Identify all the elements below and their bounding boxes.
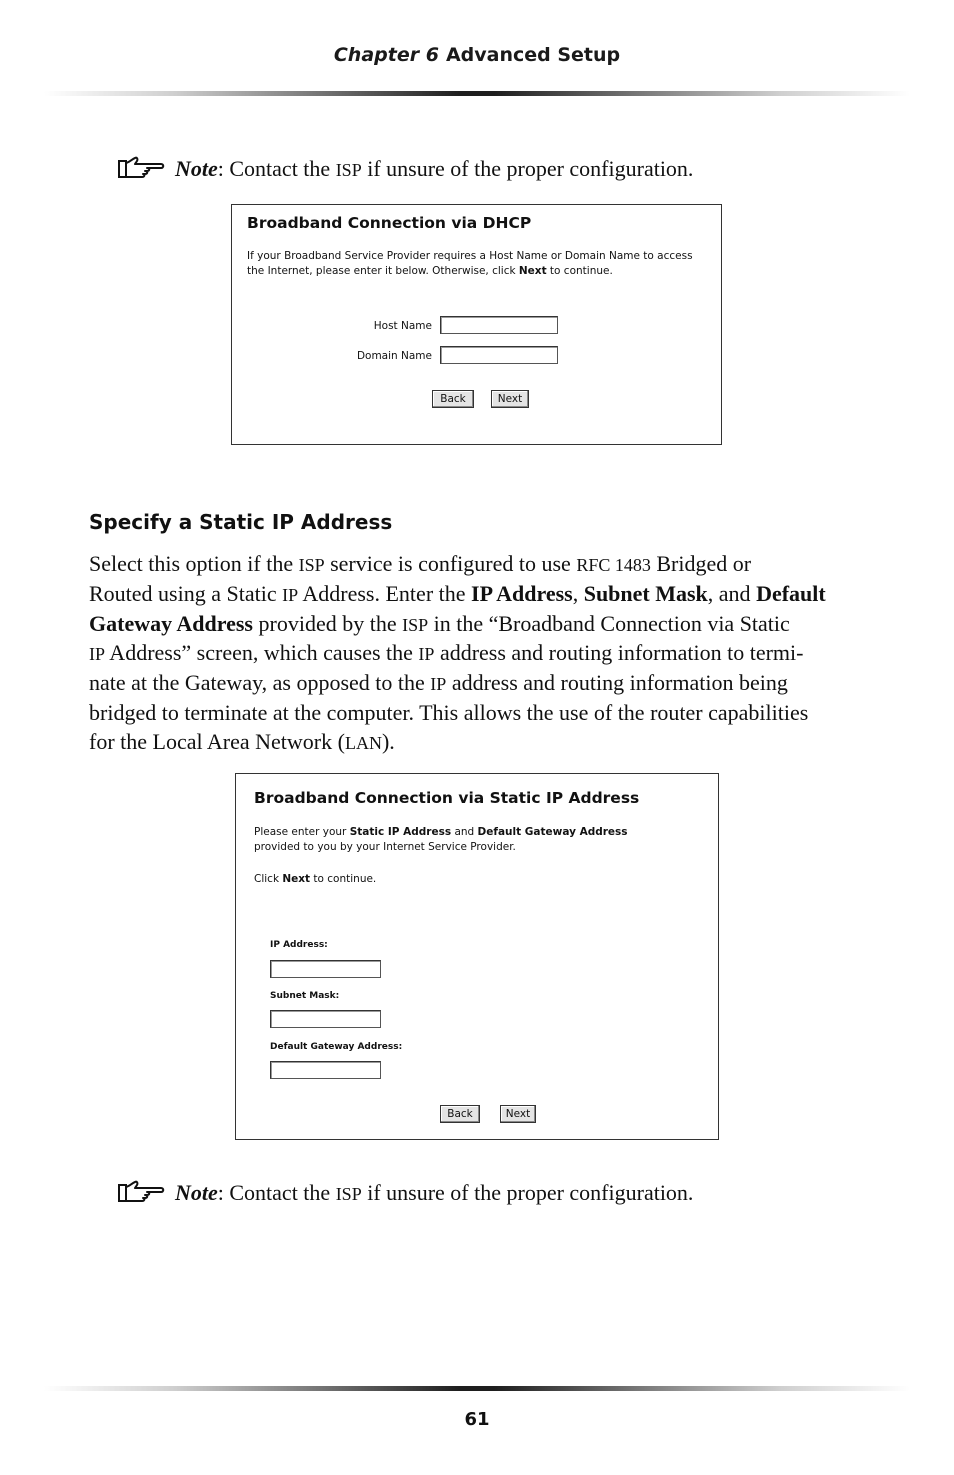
t: Next [282,873,311,885]
ip-address-input[interactable] [270,960,381,978]
subnet-mask-input[interactable] [270,1010,381,1028]
domain-name-input[interactable] [440,346,558,364]
t: IP [418,644,435,665]
chapter-title: Advanced Setup [445,44,621,66]
footer-rule [44,1386,910,1391]
note-text-end: if unsure of the proper configuration. [361,1180,694,1205]
note-isp: ISP [335,160,362,180]
t: provided to you by your Internet Service Provider. [254,840,516,853]
static-click-next [254,872,376,887]
para-line [89,580,869,610]
t: address and routing information to termi- [434,640,804,666]
para-line [89,550,869,580]
t: service is configured to use [324,551,577,576]
page-number: 61 [464,1409,490,1430]
back-button[interactable]: Back [440,1105,480,1123]
t: ISP [298,555,325,575]
t: , and [707,580,757,606]
t: , [572,580,584,606]
t: IP Address [471,580,573,606]
t: Default Gateway Address [477,826,628,838]
note-text: : Contact the [217,156,336,181]
next-button[interactable]: Next [491,390,529,408]
static-title: Broadband Connection via Static IP Address [254,789,640,807]
t: Address” screen, which causes the [105,640,419,666]
t: Bridged or [650,551,752,576]
note-label: Note [175,156,218,181]
note-bottom [117,1179,693,1206]
para-line [89,669,869,699]
running-header [0,44,954,66]
t: Static IP Address [349,826,452,838]
gateway-address-input[interactable] [270,1061,381,1079]
t: Select this option if the [89,551,299,576]
t: Please enter your [254,826,350,838]
body-paragraph [89,550,869,758]
back-button[interactable]: Back [432,390,474,408]
chapter-label: Chapter 6 [333,44,439,66]
t: to continue. [310,873,377,885]
dhcp-instr-end: to continue. [546,264,613,277]
t: for the Local Area Network ( [89,728,345,754]
note-text: : Contact the [217,1180,336,1205]
subnet-mask-label: Subnet Mask: [270,991,340,1001]
note-top [117,155,693,182]
pointing-hand-icon [117,155,167,181]
note-label: Note [175,1180,218,1205]
pointing-hand-icon [117,1179,167,1205]
domain-name-label: Domain Name [356,350,432,362]
dhcp-screenshot [231,204,722,445]
next-button[interactable]: Next [500,1105,536,1123]
section-heading: Specify a Static IP Address [89,510,393,534]
t: IP [430,674,447,695]
dhcp-instr-next: Next [518,264,547,277]
t: LAN [344,732,382,753]
note-text-end: if unsure of the proper configuration. [361,156,694,181]
t: Default [756,580,826,606]
static-instructions [254,825,709,854]
t: IP [89,644,106,665]
note-isp: ISP [335,1184,362,1204]
t: in the “Broadband Connection via Static [428,610,790,636]
t: Gateway Address [89,610,253,636]
dhcp-instructions [247,249,712,278]
t: ). [381,728,395,754]
gateway-address-label: Default Gateway Address: [270,1042,403,1052]
para-line [89,728,869,758]
ip-address-label: IP Address: [270,940,328,950]
t: RFC 1483 [576,555,651,575]
t: and [451,826,478,838]
t: Routed using a Static [89,580,283,606]
t: address and routing information being [446,670,788,696]
t: nate at the Gateway, as opposed to the [89,670,431,696]
host-name-input[interactable] [440,316,558,334]
static-ip-screenshot [235,773,719,1140]
dhcp-instr-text: If your Broadband Service Provider requires a Host Name or Domain Name to access the Internet, please enter it below. Otherwise, click [247,250,693,277]
header-rule [44,91,910,96]
t: provided by the [253,610,403,636]
t: Click [254,873,283,885]
para-line [89,639,869,669]
t: IP [282,584,299,605]
t: Address. Enter the [298,580,472,606]
host-name-label: Host Name [373,320,432,332]
para-line: bridged to terminate at the computer. This allows the use of the router capabilities [89,699,809,725]
para-line [89,610,869,640]
t: ISP [402,614,429,635]
dhcp-title: Broadband Connection via DHCP [247,214,532,232]
t: Subnet Mask [583,580,708,606]
